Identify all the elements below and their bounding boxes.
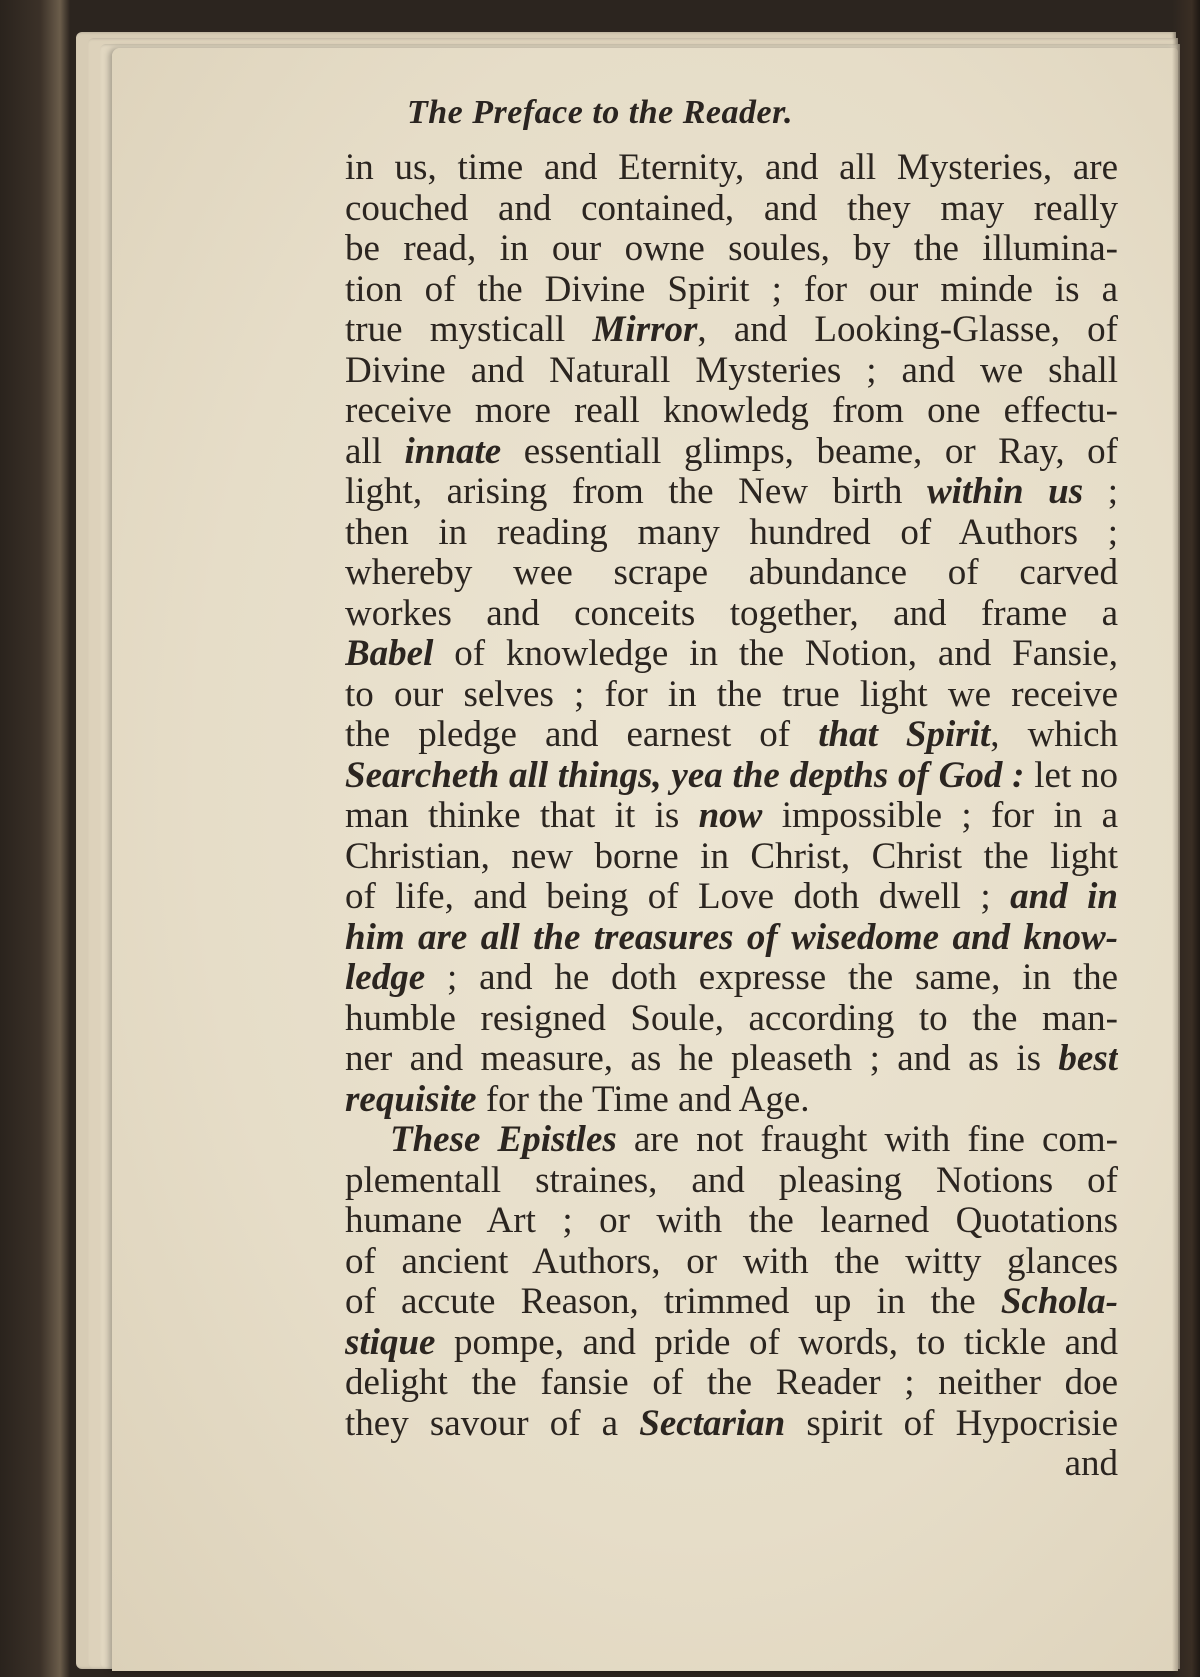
text-segment: of life, and being of Love doth dwell ; [345, 877, 1011, 917]
text-segment: plementall straines, and pleasing Notions of [345, 1160, 1118, 1201]
italic-segment: Babel [345, 634, 434, 674]
text-segment: be read, in our owne soules, by the illumina- [345, 229, 1118, 269]
text-line [345, 1080, 1118, 1121]
text-segment: of ancient Authors, or with the witty glances [345, 1241, 1118, 1282]
italic-segment: Mirror [592, 310, 698, 350]
text-line [345, 999, 1118, 1040]
text-line [345, 1201, 1118, 1242]
text-line [345, 1039, 1118, 1080]
text-segment: to our selves ; for in the true light we receive [345, 674, 1118, 715]
text-segment: delight the fansie of the Reader ; neither doe [345, 1363, 1118, 1403]
italic-segment: Sectarian [639, 1403, 786, 1444]
text-segment: receive more reall knowledg from one effectu- [345, 391, 1118, 431]
text-segment: let no [1024, 755, 1118, 796]
text-line [345, 148, 1118, 189]
text-segment: of knowledge in the Notion, and Fansie, [433, 634, 1118, 674]
text-segment: all [345, 431, 405, 472]
text-line [345, 634, 1118, 675]
text-segment: the pledge and earnest of [345, 715, 819, 755]
italic-segment: Searcheth all things, yea the depths of God : [345, 755, 1025, 796]
italic-segment: now [698, 796, 763, 836]
text-line [345, 1363, 1118, 1404]
text-segment: man thinke that it is [345, 796, 699, 836]
text-segment: true mysticall [345, 310, 593, 350]
text-segment: and [1064, 1444, 1118, 1484]
text-segment: essentiall glimps, beame, or Ray, of [501, 431, 1118, 472]
text-line [345, 553, 1118, 594]
text-segment: ; [1083, 472, 1118, 512]
text-line [345, 1120, 1118, 1161]
text-segment: for the Time and Age. [476, 1079, 810, 1120]
text-line [345, 391, 1118, 432]
italic-segment: These Epistles [390, 1120, 617, 1160]
text-line [345, 1242, 1118, 1283]
text-segment: ner and measure, as he pleaseth ; and as is [345, 1039, 1059, 1079]
text-segment: , and Looking-Glasse, of [697, 310, 1118, 350]
text-line [345, 1444, 1118, 1485]
text-segment: couched and contained, and they may really [345, 188, 1118, 229]
text-line [345, 675, 1118, 716]
italic-segment: and in [1010, 877, 1118, 917]
text-line [345, 877, 1118, 918]
body-text [345, 148, 1118, 1485]
italic-segment: Schola- [1000, 1282, 1118, 1322]
binding-shadow [1172, 0, 1200, 1677]
text-segment: are not fraught with fine com- [616, 1120, 1118, 1160]
text-segment: , which [990, 715, 1118, 755]
italic-segment: best [1058, 1039, 1118, 1079]
text-segment: humane Art ; or with the learned Quotations [345, 1201, 1118, 1241]
text-line [345, 1404, 1118, 1445]
text-line [345, 594, 1118, 635]
text-segment: tion of the Divine Spirit ; for our minde is a [345, 269, 1118, 310]
text-line [345, 351, 1118, 392]
text-segment: in us, time and Eternity, and all Mysteries, are [345, 148, 1118, 188]
text-line [345, 1282, 1118, 1323]
text-segment: they savour of a [345, 1403, 640, 1444]
text-line [345, 796, 1118, 837]
text-line [345, 715, 1118, 756]
text-segment: of accute Reason, trimmed up in the [345, 1282, 1001, 1322]
italic-segment: stique [345, 1322, 436, 1363]
text-line [345, 1161, 1118, 1202]
text-line [345, 229, 1118, 270]
text-segment: spirit of Hypocrisie [785, 1403, 1118, 1444]
italic-segment: him are all the treasures of wisedome and know- [345, 917, 1118, 958]
text-line [345, 189, 1118, 230]
italic-segment: requisite [345, 1079, 477, 1120]
text-segment: light, arising from the New birth [345, 472, 927, 512]
text-line [345, 958, 1118, 999]
text-segment: Christian, new borne in Christ, Christ the light [345, 836, 1118, 877]
text-line [345, 472, 1118, 513]
italic-segment: within us [926, 472, 1084, 512]
text-line [345, 1323, 1118, 1364]
text-line [345, 270, 1118, 311]
text-line [345, 310, 1118, 351]
text-segment: impossible ; for in a [762, 796, 1118, 836]
italic-segment: innate [404, 431, 502, 472]
text-line [345, 756, 1118, 797]
text-line [345, 432, 1118, 473]
running-head: The Preface to the Reader. [407, 94, 793, 131]
italic-segment: ledge [345, 958, 426, 998]
text-segment: pompe, and pride of words, to tickle and [435, 1322, 1118, 1363]
text-line [345, 837, 1118, 878]
text-segment: ; and he doth expresse the same, in the [425, 958, 1118, 998]
text-segment: whereby wee scrape abundance of carved [345, 553, 1118, 593]
text-segment: Divine and Naturall Mysteries ; and we shall [345, 350, 1118, 391]
italic-segment: that Spirit [818, 715, 991, 755]
text-segment: humble resigned Soule, according to the man- [345, 998, 1118, 1039]
text-line [345, 513, 1118, 554]
text-segment: then in reading many hundred of Authors ; [345, 512, 1118, 553]
text-segment: workes and conceits together, and frame a [345, 593, 1118, 634]
text-line [345, 918, 1118, 959]
